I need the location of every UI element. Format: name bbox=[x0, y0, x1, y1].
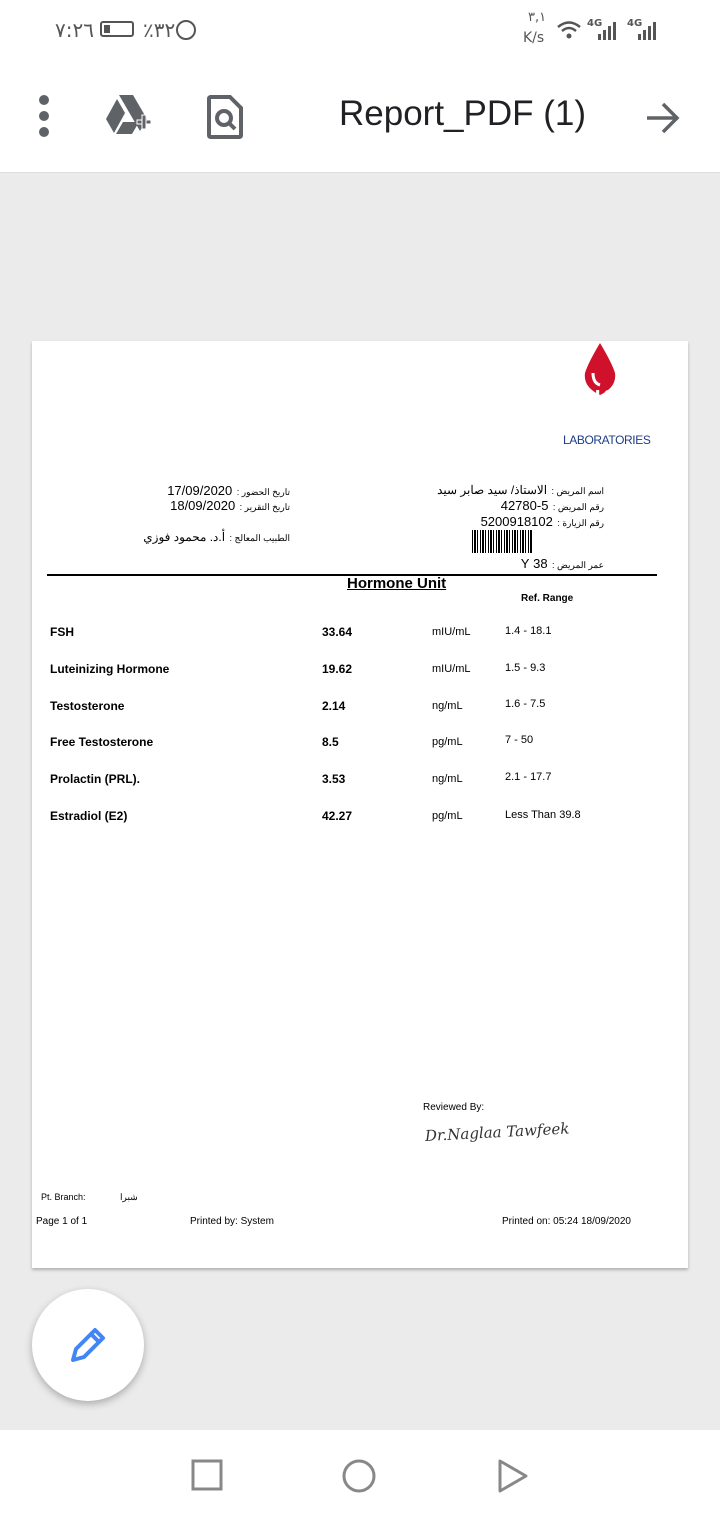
ref-range-header: Ref. Range bbox=[521, 593, 574, 604]
unit-title: Hormone Unit bbox=[347, 575, 447, 592]
test-value: 8.5 bbox=[322, 735, 339, 749]
branch-value: شبرا bbox=[120, 1192, 138, 1202]
lab-subtitle: LABORATORIES bbox=[563, 433, 651, 447]
test-value: 2.14 bbox=[322, 699, 346, 713]
add-to-drive-button[interactable] bbox=[103, 93, 153, 138]
reviewed-by-label: Reviewed By: bbox=[423, 1102, 485, 1113]
test-value: 3.53 bbox=[322, 772, 346, 786]
test-unit: mIU/mL bbox=[432, 626, 471, 638]
status-bar bbox=[0, 0, 720, 60]
barcode bbox=[472, 530, 532, 553]
network-speed-value: ٣,١ bbox=[528, 10, 547, 25]
test-value: 19.62 bbox=[322, 662, 353, 676]
signal-icon-2 bbox=[638, 20, 660, 40]
report-date-label: تاريخ التقرير : bbox=[239, 502, 290, 512]
branch-label: Pt. Branch: bbox=[41, 1192, 86, 1202]
test-value: 33.64 bbox=[322, 625, 353, 639]
more-options-button[interactable] bbox=[24, 86, 64, 146]
test-ref: 1.4 - 18.1 bbox=[505, 625, 552, 637]
test-name: Luteinizing Hormone bbox=[50, 662, 170, 676]
battery-percent: ٪٣٢ bbox=[143, 18, 176, 42]
printed-on: Printed on: 05:24 18/09/2020 bbox=[502, 1216, 631, 1227]
lab-logo bbox=[562, 341, 662, 451]
patient-id-value: 5-42780 bbox=[500, 498, 549, 513]
test-ref: 2.1 - 17.7 bbox=[505, 771, 552, 783]
pdf-page bbox=[32, 341, 688, 1268]
arrow-forward-icon bbox=[643, 98, 683, 138]
test-unit: mIU/mL bbox=[432, 663, 471, 675]
pencil-icon bbox=[68, 1325, 108, 1365]
patient-name-value: الاستاذ/ سيد صابر سيد bbox=[437, 483, 548, 497]
test-name: Prolactin (PRL). bbox=[50, 772, 141, 786]
back-button[interactable] bbox=[496, 1458, 530, 1494]
document-title: Report_PDF (1) bbox=[339, 94, 587, 133]
circle-icon bbox=[341, 1458, 377, 1494]
test-name: Free Testosterone bbox=[50, 735, 154, 749]
square-icon bbox=[190, 1458, 224, 1492]
test-ref: 1.5 - 9.3 bbox=[505, 662, 546, 674]
network-speed-unit: K/s bbox=[523, 30, 545, 46]
network-type-2: 4G bbox=[627, 18, 643, 29]
test-name: Testosterone bbox=[50, 699, 125, 713]
battery-icon bbox=[100, 21, 134, 37]
signal-icon bbox=[598, 20, 620, 40]
patient-age-value: 38 Y bbox=[520, 556, 548, 571]
attendance-date-label: تاريخ الحضور : bbox=[236, 487, 290, 497]
printed-by: Printed by: System bbox=[190, 1216, 274, 1227]
wifi-icon bbox=[556, 20, 582, 40]
test-ref: 7 - 50 bbox=[505, 734, 534, 746]
alarm-icon bbox=[176, 20, 196, 40]
network-type-1: 4G bbox=[587, 18, 603, 29]
test-value: 42.27 bbox=[322, 809, 353, 823]
open-with-button[interactable] bbox=[643, 98, 683, 138]
status-time: ٧:٢٦ bbox=[55, 18, 94, 42]
visit-number-label: رقم الزيارة : bbox=[557, 518, 604, 528]
triangle-icon bbox=[496, 1458, 530, 1494]
patient-age-label: عمر المريض : bbox=[552, 560, 604, 570]
edit-fab-button[interactable] bbox=[32, 1289, 144, 1401]
test-unit: pg/mL bbox=[432, 810, 463, 822]
test-ref: 1.6 - 7.5 bbox=[505, 698, 546, 710]
find-in-document-button[interactable] bbox=[204, 94, 246, 140]
test-unit: ng/mL bbox=[432, 773, 463, 785]
test-name: Estradiol (E2) bbox=[50, 809, 128, 823]
app-bar bbox=[0, 60, 720, 173]
patient-id-label: رقم المريض : bbox=[552, 502, 604, 512]
test-ref: Less Than 39.8 bbox=[505, 809, 581, 821]
page-info: Page 1 of 1 bbox=[36, 1216, 88, 1227]
drive-add-icon bbox=[103, 93, 153, 138]
test-name: FSH bbox=[50, 625, 74, 639]
home-button[interactable] bbox=[341, 1458, 377, 1494]
test-unit: ng/mL bbox=[432, 700, 463, 712]
report-date-value: 18/09/2020 bbox=[170, 498, 236, 513]
system-nav-bar bbox=[0, 1430, 720, 1520]
doctor-value: أ.د. محمود فوزي bbox=[143, 530, 226, 544]
patient-name-label: اسم المريض : bbox=[551, 486, 604, 496]
test-unit: pg/mL bbox=[432, 736, 463, 748]
attendance-date-value: 17/09/2020 bbox=[167, 483, 233, 498]
reviewer-signature: Dr.Naglaa Tawfeek bbox=[424, 1119, 570, 1145]
visit-number-value: 5200918102 bbox=[480, 514, 553, 529]
recents-button[interactable] bbox=[190, 1458, 224, 1492]
doctor-label: الطبيب المعالج : bbox=[229, 533, 290, 543]
find-in-page-icon bbox=[204, 94, 246, 140]
lab-name: alfa bbox=[575, 385, 630, 423]
more-vert-icon bbox=[24, 86, 64, 146]
